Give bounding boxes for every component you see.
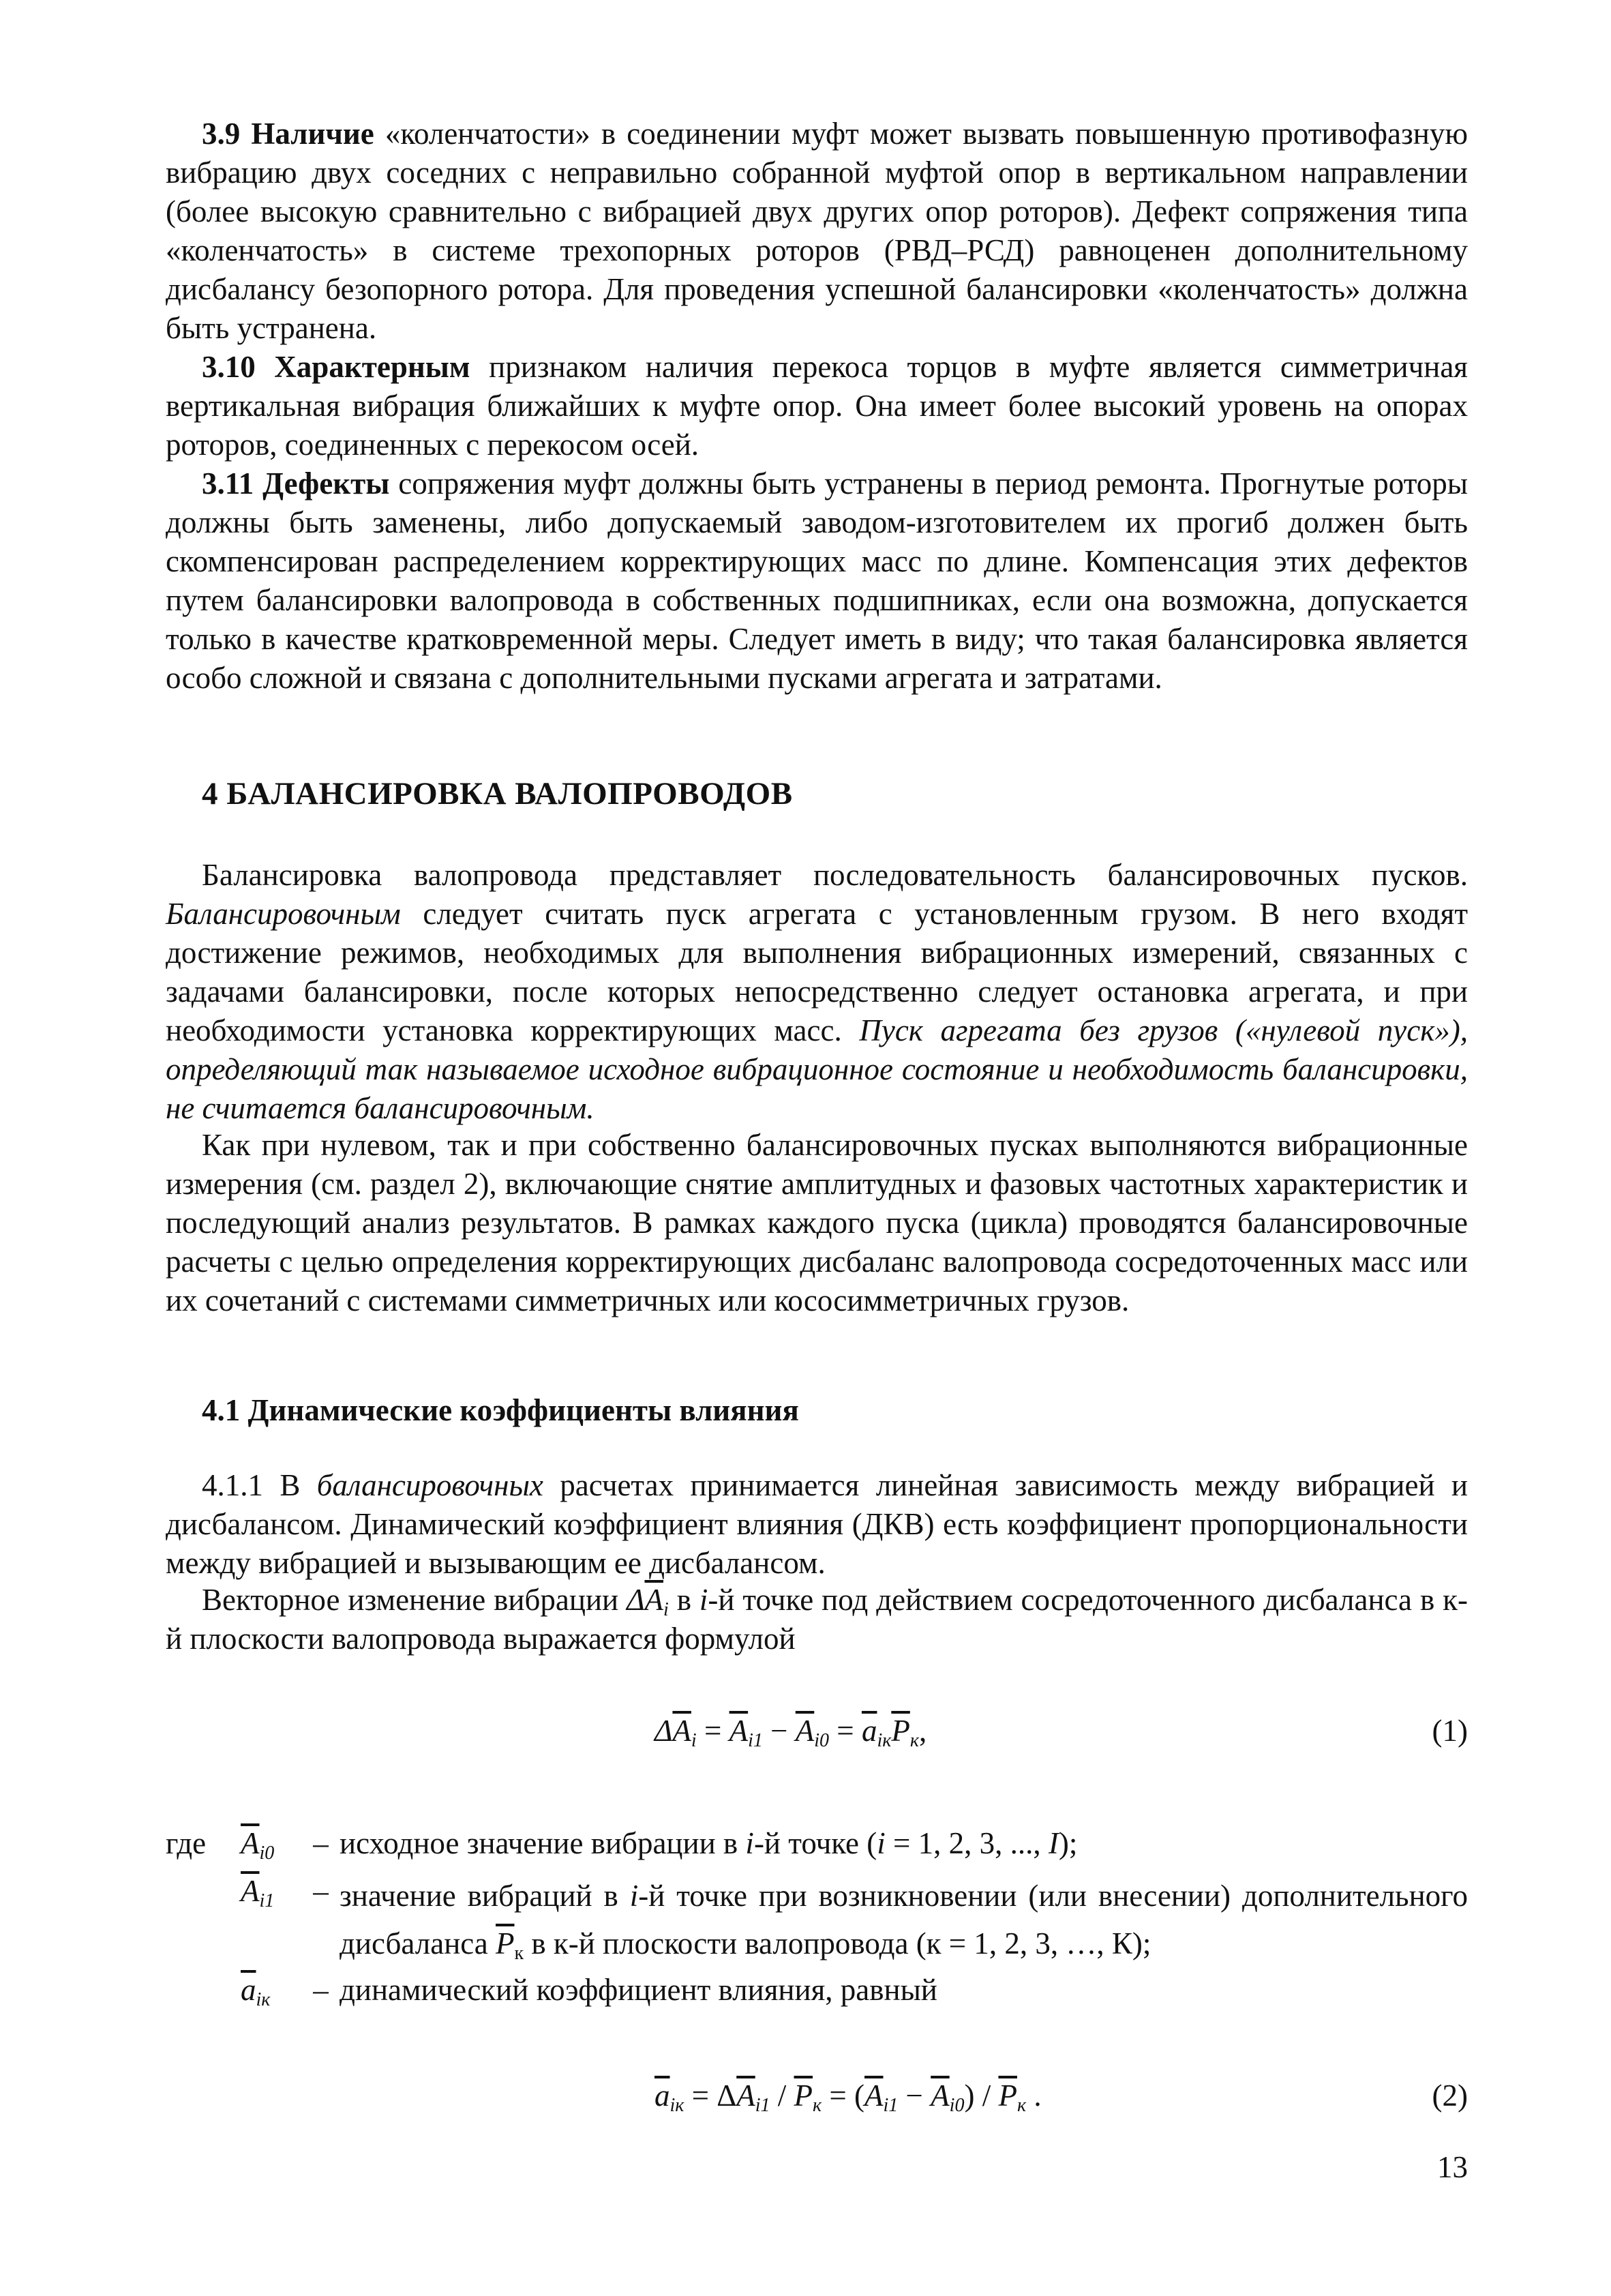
text: -й точке при возникновении (или внесении) дополнительного дисбаланса [340, 1879, 1468, 1960]
subscript: iк [256, 1989, 271, 2010]
paragraph-4-measurements [166, 1126, 1468, 1320]
subscript: i [691, 1730, 697, 1751]
vector-P: $\overline{P}$ [891, 1714, 910, 1748]
vector-A: $\overline{A}$ [931, 2078, 950, 2113]
paragraph-number: 3.10 [202, 350, 256, 384]
italic-note: Пуск агрегата без грузов («нулевой пуск»), определяющий так называемое исходное вибрационное состояние и необходимость балансировки, не считается балансировочным. [166, 1013, 1468, 1125]
italic-i: i [877, 1826, 886, 1860]
subscript: к [909, 1730, 919, 1751]
where-label: где [166, 1826, 207, 1860]
subscript: i1 [259, 1890, 275, 1911]
paragraph-text: признаком наличия перекоса торцов в муфте является симметричная вертикальная вибрация ближайших к муфте опор. Она имеет более высокий уровень на опорах роторов, соединенных с перекосом осей. [166, 350, 1469, 462]
italic-term: балансировочных [316, 1468, 543, 1502]
text: в к-й плоскости валопровода (к = 1, 2, 3, …, К); [524, 1926, 1151, 1960]
page-number: 13 [1437, 2150, 1468, 2184]
inline-symbol [627, 1583, 669, 1620]
paragraph-text: Векторное изменение вибрации [202, 1583, 627, 1617]
text: исходное значение вибрации в [340, 1826, 746, 1860]
subscript: iк [877, 1730, 892, 1751]
minus-sign: − [762, 1714, 796, 1748]
paragraph-4-1-1 [166, 1466, 1468, 1583]
subscript: i0 [949, 2095, 965, 2116]
paragraph-4-intro [166, 856, 1468, 1128]
equals-paren: = ( [822, 2078, 864, 2113]
text: -й точке ( [753, 1826, 877, 1860]
subscript: i [663, 1599, 669, 1620]
paragraph-text: «коленчатости» в соединении муфт может вызвать повышенную противофазную вибрацию двух соседних с неправильно собранной муфтой опор в вертикальном направлении (более высокую сравнительно с вибрацией двух других опор роторов). Дефект сопряжения типа «коленчатость» в системе трехопорных роторов (РВД–РСД) равноценен дополнительному дисбалансу безопорного ротора. Для проведения успешной балансировки «коленчатость» должна быть устранена. [166, 117, 1468, 345]
definition-text [340, 1824, 1468, 1863]
vector-a: $\overline{a}$ [861, 1714, 877, 1748]
paragraph-lead: Характерным [274, 350, 470, 384]
subscript: iк [669, 2095, 684, 2116]
paragraph-text: расчетах принимается линейная зависимость между вибрацией и дисбалансом. Динамический коэффициент влияния (ДКВ) есть коэффициент пропорциональности между вибрацией и вызывающим ее дисбалансом. [166, 1468, 1468, 1580]
vector-a: $\overline{a}$ [654, 2078, 670, 2113]
section-heading-4-1 [166, 1391, 1468, 1430]
subscript: i1 [748, 1730, 763, 1751]
italic-term: Балансировочным [166, 897, 401, 931]
subscript: к [514, 1943, 524, 1964]
paragraph-text: сопряжения муфт должны быть устранены в период ремонта. Прогнутые роторы должны быть заменены, либо допускаемый заводом-изготовителем их прогиб должен быть скомпенсирован распределением корректирующих масс по длине. Компенсация этих дефектов путем балансировки валопровода в собственных подшипниках, если она возможна, допускается только в качестве кратковременной меры. Следует иметь в виду; что такая балансировка является особо сложной и связана с дополнительными пусками агрегата и затратами. [166, 466, 1469, 695]
dash: – [313, 1874, 329, 1908]
vector-A: $\overline{A}$ [736, 2078, 755, 2113]
equals-delta: = Δ [684, 2078, 737, 2113]
paragraph-number: 3.9 [202, 117, 241, 151]
paragraph-text: -й точке под действием сосредоточенного дисбаланса в к-й плоскости валопровода выражается формулой [166, 1583, 1468, 1656]
vector-A: $\overline{A}$ [241, 1874, 260, 1908]
equation-1: $\Delta\overline{A}_i = \overline{A}_{i1} - \overline{A}_{i0} = \overline{a}_{iк}\overline{P}_к$, [654, 1714, 927, 1751]
delta-symbol: Δ [627, 1583, 645, 1617]
subscript: к [813, 2095, 822, 2116]
definition-row [166, 1824, 1468, 1872]
minus-sign: − [898, 2078, 931, 2113]
paragraph-lead: Наличие [251, 117, 374, 151]
vector-P: $\overline{P}$ [496, 1926, 515, 1960]
equation-2 [654, 2076, 1042, 2115]
definition-row [166, 1872, 1468, 1971]
subscript: i1 [755, 2095, 770, 2116]
dash: – [313, 1826, 329, 1860]
comma: , [918, 1714, 927, 1748]
definition-text [340, 1872, 1468, 1967]
italic-I: I [1048, 1826, 1059, 1860]
italic-i: i [745, 1826, 754, 1860]
dash: – [313, 1973, 329, 2007]
slash: / [770, 2078, 794, 2113]
vector-A: $\overline{A}$ [729, 1714, 749, 1748]
definition-symbol [241, 1824, 302, 1863]
section-title: 4 БАЛАНСИРОВКА ВАЛОПРОВОДОВ [202, 776, 793, 811]
paragraph-3-11 [166, 464, 1468, 698]
section-heading-4 [166, 775, 1468, 814]
vector-A: $\overline{A}$ [672, 1714, 691, 1748]
subscript: i0 [814, 1730, 830, 1751]
paragraph-3-9 [166, 115, 1468, 348]
paragraph-text: 4.1.1 В [202, 1468, 317, 1502]
definition-text: динамический коэффициент влияния, равный [340, 1973, 937, 2007]
paragraph-vector-change [166, 1581, 1468, 1658]
definition-symbol [241, 1872, 302, 1911]
paragraph-lead: Дефекты [262, 466, 390, 501]
subsection-title: 4.1 Динамические коэффициенты влияния [202, 1393, 799, 1427]
equation-number-1: (1) [1432, 1714, 1468, 1748]
period: . [1026, 2078, 1042, 2113]
italic-i: i [629, 1879, 639, 1913]
subscript: i0 [259, 1843, 275, 1864]
vector-a: $\overline{a}$ [241, 1973, 256, 2007]
definition-row [166, 1971, 1468, 2018]
italic-i: i [699, 1583, 708, 1617]
paragraph-text: Балансировка валопровода представляет последовательность балансировочных пусков. [202, 858, 1468, 892]
text: ); [1058, 1826, 1078, 1860]
paragraph-number: 3.11 [202, 466, 254, 501]
text: значение вибраций в [340, 1879, 630, 1913]
vector-A: $\overline{A}$ [644, 1583, 663, 1617]
paragraph-text: Как при нулевом, так и при собственно балансировочных пусках выполняются вибрационные измерения (см. раздел 2), включающие снятие амплитудных и фазовых частотных характеристик и последующий анализ результатов. В рамках каждого пуска (цикла) проводятся балансировочные расчеты с целью определения корректирующих дисбаланс валопровода сосредоточенных масс или их сочетаний с системами симметричных или кососимметричных грузов. [166, 1128, 1468, 1317]
paragraph-text: в [668, 1583, 699, 1617]
close-paren-slash: ) / [964, 2078, 999, 2113]
vector-P: $\overline{P}$ [998, 2078, 1017, 2113]
paragraph-text: следует считать пуск агрегата с установленным грузом. В него входят достижение режимов, необходимых для выполнения вибрационных измерений, связанных с задачами балансировки, после которых непосредственно следует остановка агрегата, и при необходимости установка корректирующих масс. [166, 897, 1468, 1047]
delta-symbol: Δ [654, 1714, 673, 1748]
vector-A: $\overline{A}$ [241, 1826, 260, 1860]
definitions-list [166, 1824, 1468, 2018]
equals-sign: = [696, 1714, 729, 1748]
subscript: i1 [883, 2095, 899, 2116]
vector-A: $\overline{A}$ [795, 1714, 815, 1748]
equation-number-2: (2) [1432, 2078, 1468, 2113]
vector-A: $\overline{A}$ [864, 2078, 884, 2113]
subscript: к [1017, 2095, 1027, 2116]
text: = 1, 2, 3, ..., [885, 1826, 1049, 1860]
paragraph-3-10 [166, 348, 1468, 464]
definition-symbol [241, 1971, 302, 2010]
vector-P: $\overline{P}$ [794, 2078, 813, 2113]
